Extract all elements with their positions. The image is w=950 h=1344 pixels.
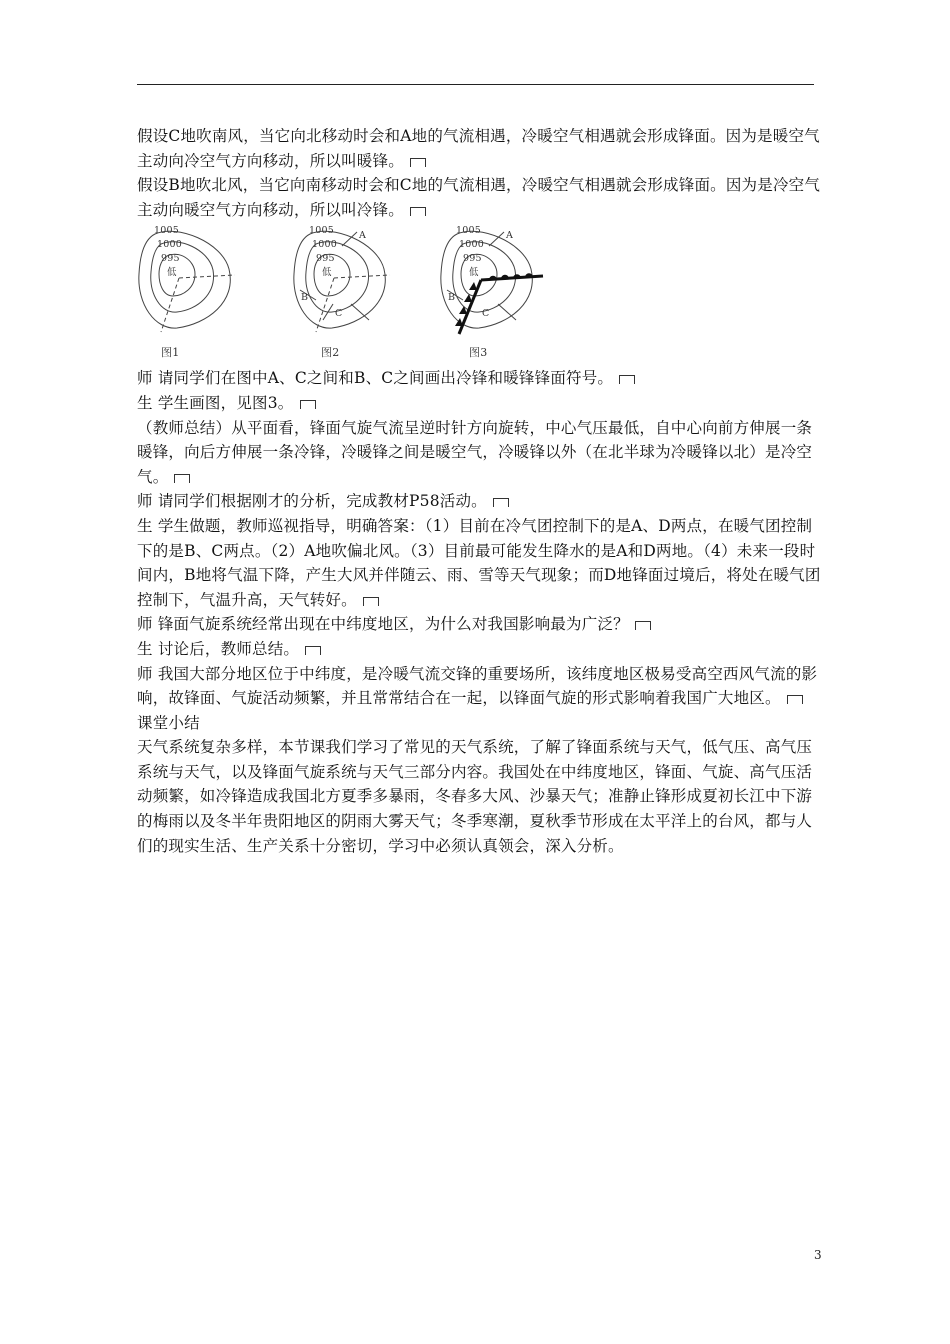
isobar-label-1000: 1000 xyxy=(157,239,182,251)
paragraph-cold-front xyxy=(137,173,827,222)
paragraph-mark-icon xyxy=(635,621,651,630)
paragraph-mark-icon xyxy=(787,695,803,704)
low-pressure-label: 低 xyxy=(469,267,479,279)
paragraph-mark-icon xyxy=(619,375,635,384)
isobar-label-995: 995 xyxy=(161,253,180,265)
page-number: 3 xyxy=(814,1248,822,1262)
paragraph-warm-front xyxy=(137,124,827,173)
summary-text: 天气系统复杂多样，本节课我们学习了常见的天气系统，了解了锋面系统与天气，低气压、高气压系统与天气，以及锋面气旋系统与天气三部分内容。我国处在中纬度地区，锋面、气旋、高气压活动频繁，如冷锋造成我国北方夏季多暴雨，冬春多大风、沙暴天气；准静止锋形成夏初长江中下游的梅雨以及冬半年贵阳地区的阴雨大雾天气；冬季寒潮，夏秋季节形成在太平洋上的台风，都与人们的现实生活、生产关系十分密切，学习中必须认真领会，深入分析。 xyxy=(137,738,813,855)
paragraph-activity xyxy=(137,489,827,514)
paragraph-teacher-instruction xyxy=(137,366,827,391)
paragraph-text: 师 请同学们根据刚才的分析，完成教材P58活动。 xyxy=(137,492,487,511)
point-b-label: B xyxy=(301,292,309,304)
isobar-label-995: 995 xyxy=(463,253,482,265)
figure-2-caption: 图2 xyxy=(321,346,340,360)
point-a-label: A xyxy=(359,230,367,242)
paragraph-text: 师 我国大部分地区位于中纬度，是冷暖气流交锋的重要场所，该纬度地区极易受高空西风气流的影响，故锋面、气旋活动频繁，并且常常结合在一起，以锋面气旋的形式影响着我国广大地区。 xyxy=(137,664,818,708)
document-body xyxy=(137,124,827,858)
paragraph-teacher-summary xyxy=(137,416,827,490)
paragraph-question xyxy=(137,612,827,637)
paragraph-text: 假设B地吹北风，当它向南移动时会和C地的气流相遇，冷暖空气相遇就会形成锋面。因为是冷空气主动向暖空气方向移动，所以叫冷锋。 xyxy=(137,176,821,219)
low-pressure-label: 低 xyxy=(167,267,177,279)
paragraph-text: （教师总结）从平面看，锋面气旋气流呈逆时针方向旋转，中心气压最低，自中心向前方伸展一条暖锋，向后方伸展一条冷锋，冷暖锋之间是暖空气，冷暖锋以外（在北半球为冷暖锋以北）是冷空气。 xyxy=(137,418,813,486)
isobar-label-1005: 1005 xyxy=(309,225,334,237)
frontal-cyclone-diagram xyxy=(137,224,567,362)
cold-front-symbol xyxy=(455,280,481,334)
paragraph-text: 假设C地吹南风，当它向北移动时会和A地的气流相遇，冷暖空气相遇就会形成锋面。因为是暖空气主动向冷空气方向移动，所以叫暖锋。 xyxy=(137,127,820,170)
figure-3-caption: 图3 xyxy=(469,346,488,360)
figure-1-diagram xyxy=(139,232,235,333)
paragraph-text: 生 讨论后，教师总结。 xyxy=(137,639,300,658)
paragraph-student-drawing xyxy=(137,391,827,416)
point-c-label: C xyxy=(335,308,343,320)
paragraph-text: 师 锋面气旋系统经常出现在中纬度地区，为什么对我国影响最为广泛？ xyxy=(137,615,629,634)
paragraph-mark-icon xyxy=(410,158,426,167)
isobar-label-1000: 1000 xyxy=(459,239,484,251)
point-b-label: B xyxy=(448,292,456,304)
summary-heading: 课堂小结 xyxy=(137,713,200,732)
paragraph-answers xyxy=(137,514,827,612)
figure-1-caption: 图1 xyxy=(161,346,180,360)
paragraph-text: 师 请同学们在图中A、C之间和B、C之间画出冷锋和暖锋锋面符号。 xyxy=(137,369,614,388)
header-rule xyxy=(137,84,814,85)
isobar-label-1005: 1005 xyxy=(456,225,481,237)
paragraph-text: 生 学生做题，教师巡视指导，明确答案：（1）目前在冷气团控制下的是A、D两点，在暖气团控制下的是B、C两点。（2）A地吹偏北风。（3）目前最可能发生降水的是A和D两地。（4）未来一段时间内，B地将气温下降，产生大风并伴随云、雨、雪等天气现象；而D地锋面过境后，将处在暖气团控制下，气温升高，天气转好。 xyxy=(137,516,821,609)
paragraph-mark-icon xyxy=(493,498,509,507)
paragraph-mark-icon xyxy=(174,474,190,483)
low-pressure-label: 低 xyxy=(322,267,332,279)
isobar-label-995: 995 xyxy=(316,253,335,265)
paragraph-discussion xyxy=(137,637,827,662)
paragraph-mark-icon xyxy=(300,400,316,409)
paragraph-mark-icon xyxy=(363,597,379,606)
paragraph-text: 生 学生画图，见图3。 xyxy=(137,393,294,412)
frontal-cyclone-figures xyxy=(137,224,567,362)
paragraph-explanation xyxy=(137,662,827,711)
isobar-label-1005: 1005 xyxy=(154,225,179,237)
isobar-label-1000: 1000 xyxy=(312,239,337,251)
warm-front-symbol xyxy=(481,274,543,281)
point-a-label: A xyxy=(506,230,514,242)
point-c-label: C xyxy=(482,308,490,320)
paragraph-mark-icon xyxy=(410,207,426,216)
paragraph-mark-icon xyxy=(305,646,321,655)
